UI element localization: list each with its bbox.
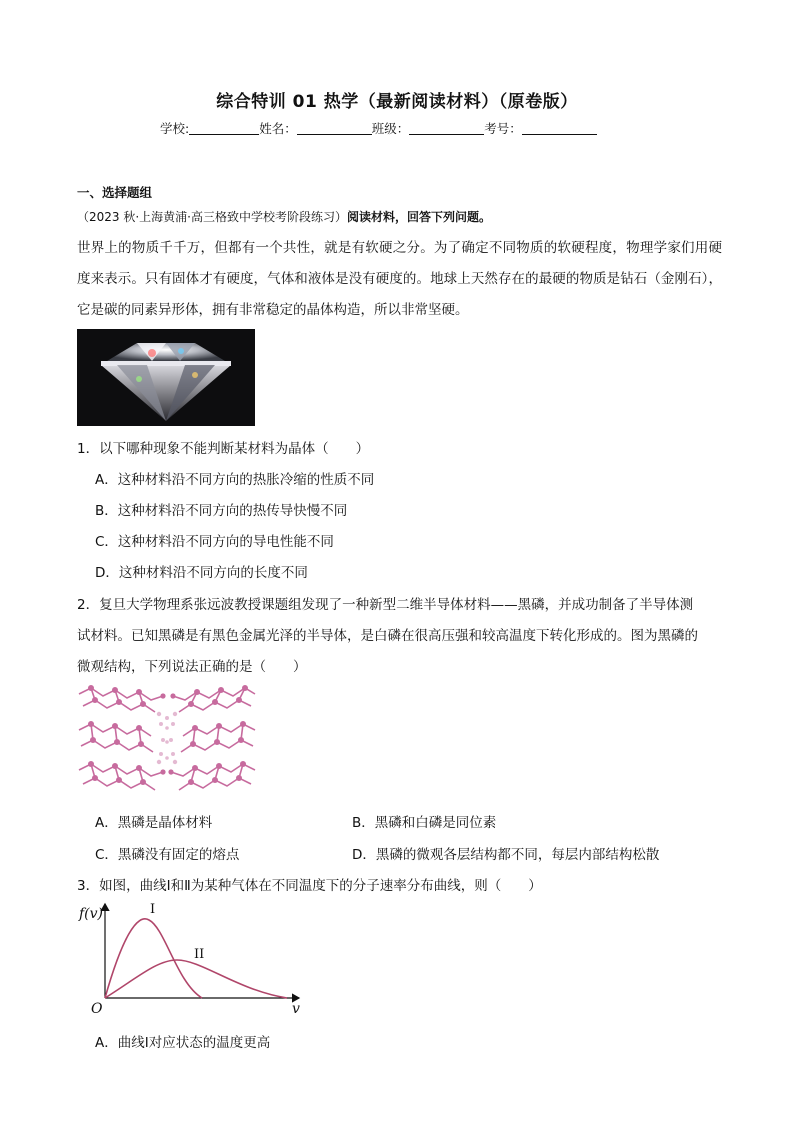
q1-option-d: D．这种材料沿不同方向的长度不同	[95, 565, 308, 581]
name-label: 姓名：	[259, 121, 297, 136]
origin-label: O	[91, 1001, 103, 1017]
q2-option-c: C．黑磷没有固定的熔点	[95, 847, 240, 863]
question-2-stem-line-2: 试材料。已知黑磷是有黑色金属光泽的半导体，是白磷在很高压强和较高温度下转化形成的。图为黑磷的	[77, 628, 698, 644]
reading-paragraph: 世界上的物质千千万，但都有一个共性，就是有软硬之分。为了确定不同物质的软硬程度，物理学家们用硬度来表示。只有固体才有硬度，气体和液体是没有硬度的。地球上天然存在的最硬的物质是钻石（金刚石），它是碳的同素异形体，拥有非常稳定的晶体构造，所以非常坚硬。	[77, 240, 722, 318]
q1-option-a: A．这种材料沿不同方向的热胀冷缩的性质不同	[95, 472, 375, 488]
name-blank	[297, 121, 372, 135]
question-1-stem: 1．以下哪种现象不能判断某材料为晶体（ ）	[77, 441, 370, 457]
black-phosphorus-structure-image	[77, 684, 257, 796]
number-blank	[522, 121, 597, 135]
source-line	[77, 208, 491, 225]
section-heading: 一、选择题组	[77, 185, 153, 200]
class-blank	[409, 121, 484, 135]
source-instruction: 阅读材料，回答下列问题。	[346, 210, 491, 224]
school-label: 学校:	[160, 121, 190, 136]
curve-1	[105, 919, 205, 998]
curve-2	[105, 960, 287, 998]
student-info-line	[160, 119, 597, 137]
question-3-stem: 3．如图，曲线Ⅰ和Ⅱ为某种气体在不同温度下的分子速率分布曲线，则（ ）	[77, 878, 542, 894]
q2-option-d: D．黑磷的微观各层结构都不同，每层内部结构松散	[352, 847, 660, 863]
school-blank	[189, 121, 259, 135]
diamond-image	[77, 329, 255, 426]
x-axis-label: v	[292, 1001, 300, 1017]
source-prefix: （2023 秋·上海黄浦·高三格致中学校考阶段练习）	[77, 210, 347, 224]
q1-option-b: B．这种材料沿不同方向的热传导快慢不同	[95, 503, 348, 519]
speed-distribution-graph	[77, 898, 307, 1020]
q3-option-a: A．曲线Ⅰ对应状态的温度更高	[95, 1035, 271, 1051]
curve-2-label: II	[194, 947, 205, 962]
q1-option-c: C．这种材料沿不同方向的导电性能不同	[95, 534, 334, 550]
curve-1-label: I	[150, 902, 156, 917]
q2-option-b: B．黑磷和白磷是同位素	[352, 815, 497, 831]
class-label: 班级：	[371, 121, 410, 136]
q2-option-a: A．黑磷是晶体材料	[95, 815, 213, 831]
page-title: 综合特训 01 热学（最新阅读材料）（原卷版）	[216, 92, 578, 112]
question-2-stem-line-1: 2．复旦大学物理系张远波教授课题组发现了一种新型二维半导体材料——黑磷，并成功制备了半导体测	[77, 597, 694, 613]
y-axis-label: f(v)	[79, 906, 104, 922]
question-2-stem-line-3: 微观结构，下列说法正确的是（ ）	[77, 659, 307, 675]
number-label: 考号：	[484, 121, 522, 136]
